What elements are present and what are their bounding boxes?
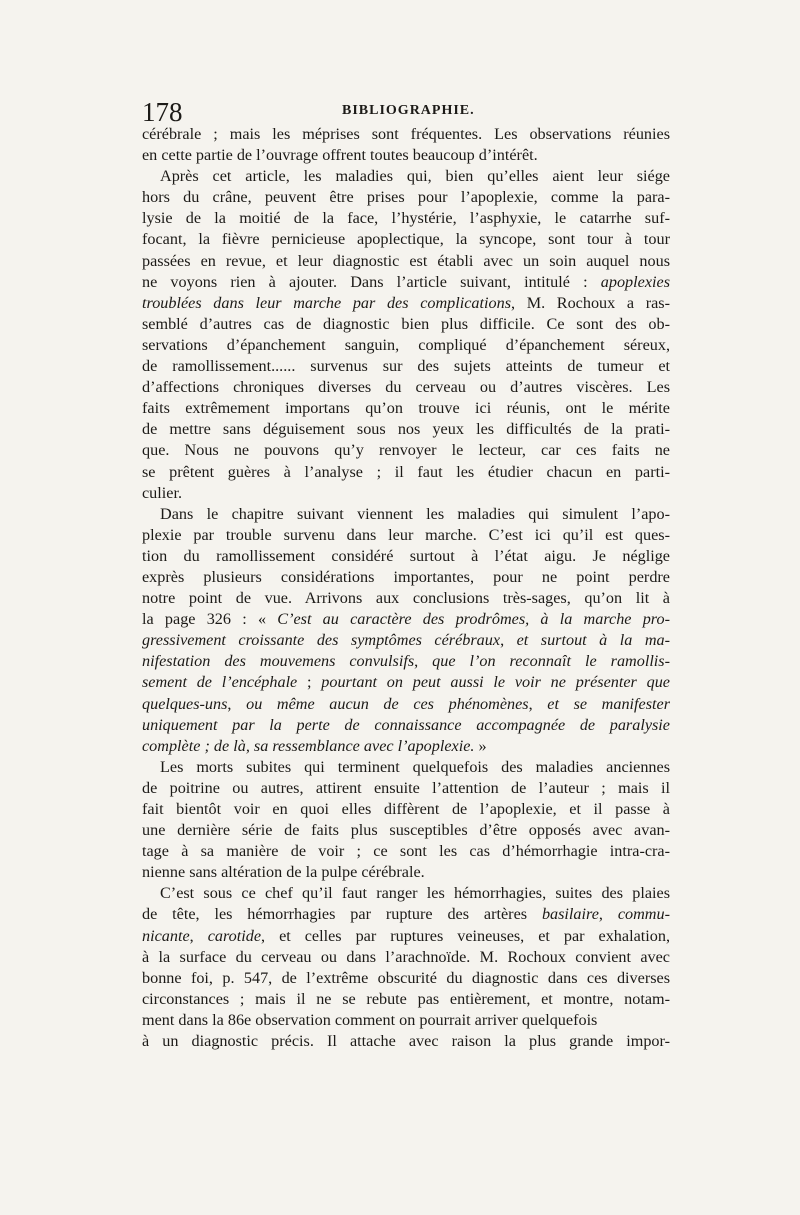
body-text bbox=[142, 124, 670, 1052]
text-run: Dans le chapitre suivant viennent les maladies qui simulent l’apo- bbox=[160, 504, 670, 523]
text-run: semblé d’autres cas de diagnostic bien plus difficile. Ce sont des ob- bbox=[142, 314, 670, 333]
page-header bbox=[142, 97, 672, 127]
text-run: une dernière série de faits plus susceptibles d’être opposés avec avan- bbox=[142, 821, 670, 840]
text-line bbox=[142, 736, 670, 757]
text-line bbox=[142, 314, 670, 335]
text-line bbox=[142, 208, 670, 229]
text-run: la page 326 : « bbox=[142, 610, 278, 629]
text-line bbox=[142, 335, 670, 356]
text-line bbox=[142, 1010, 670, 1031]
text-run: ne voyons rien à ajouter. Dans l’article suivant, intitulé : bbox=[142, 272, 601, 291]
text-line bbox=[142, 187, 670, 208]
text-line bbox=[142, 567, 670, 588]
text-line bbox=[142, 862, 670, 883]
text-line bbox=[142, 229, 670, 250]
text-run: tion du ramollissement considéré surtout à l’état aigu. Je néglige bbox=[142, 546, 670, 565]
text-run: , bbox=[598, 905, 618, 924]
text-run: à un diagnostic précis. Il attache avec raison la plus grande impor- bbox=[142, 1032, 670, 1051]
text-run: faits extrêmement importans qu’on trouve ici réunis, ont le mérite bbox=[142, 399, 670, 418]
text-line bbox=[142, 124, 670, 145]
text-line bbox=[142, 251, 670, 272]
text-run: fait bientôt voir en quoi elles diffèrent de l’apoplexie, et il passe à bbox=[142, 800, 670, 818]
text-line bbox=[142, 440, 670, 461]
text-run: de poitrine ou autres, attirent ensuite l’attention de l’auteur ; mais il bbox=[142, 778, 670, 797]
text-run: en cette partie de l’ouvrage offrent toutes beaucoup d’intérêt. bbox=[142, 146, 538, 165]
italic-text: et surtout à la ma- bbox=[516, 631, 670, 650]
text-run: , bbox=[189, 926, 208, 945]
text-run: Les morts subites qui terminent quelquefois des maladies anciennes bbox=[160, 757, 670, 776]
text-line bbox=[142, 293, 670, 314]
text-run: exprès plusieurs considérations importantes, pour ne point perdre bbox=[142, 567, 670, 586]
text-line bbox=[142, 483, 670, 504]
text-line bbox=[142, 145, 670, 166]
italic-text: nifestation des mouvemens convulsifs bbox=[142, 652, 415, 671]
text-run: cérébrale ; mais les méprises sont fréquentes. Les observations réunies bbox=[142, 125, 670, 143]
text-run: C’est sous ce chef qu’il faut ranger les hémorrhagies, suites des plaies bbox=[160, 884, 670, 903]
italic-text: basilaire bbox=[541, 905, 599, 924]
italic-text: gressivement croissante des symptômes cérébraux bbox=[142, 631, 501, 650]
italic-text: commu- bbox=[617, 905, 670, 924]
text-run: nienne sans altération de la pulpe cérébrale. bbox=[142, 863, 425, 882]
italic-text: complète ; de là, sa ressemblance avec l’apoplexie. bbox=[142, 736, 475, 755]
italic-text: nicante bbox=[142, 926, 190, 945]
italic-text: pourtant on peut aussi le voir ne présenter que bbox=[321, 673, 670, 692]
text-run: bonne foi, p. 547, de l’extrême obscurité du diagnostic dans ces diverses bbox=[142, 968, 670, 987]
text-run: que. Nous ne pouvons qu’y renvoyer le lecteur, car ces faits ne bbox=[142, 441, 670, 460]
text-line bbox=[142, 904, 670, 925]
text-line bbox=[142, 588, 670, 609]
text-line bbox=[142, 630, 670, 651]
text-run: culier. bbox=[142, 483, 183, 502]
text-line bbox=[142, 1031, 670, 1052]
text-line bbox=[142, 926, 670, 947]
italic-text: sement de l’encéphale bbox=[142, 673, 298, 692]
text-line bbox=[142, 883, 670, 904]
text-run: à la surface du cerveau ou dans l’arachnoïde. M. Rochoux convient avec bbox=[142, 947, 670, 966]
text-line bbox=[142, 462, 670, 483]
text-run: » bbox=[474, 736, 487, 755]
italic-text: C’est au caractère des prodrômes, à la marche pro- bbox=[277, 610, 670, 629]
text-run: de tête, les hémorrhagies par rupture des artères bbox=[142, 905, 542, 924]
italic-text: et se manifester bbox=[547, 694, 670, 713]
text-line bbox=[142, 272, 670, 293]
italic-text: que l’on reconnaît le ramollis- bbox=[432, 652, 670, 671]
text-run: , bbox=[500, 631, 517, 650]
text-line bbox=[142, 799, 670, 820]
text-line bbox=[142, 715, 670, 736]
text-line bbox=[142, 820, 670, 841]
italic-text: uniquement par la perte de connaissance accompagnée de paralysie bbox=[142, 715, 670, 734]
text-run: circonstances ; mais il ne se rebute pas entièrement, et montre, notam- bbox=[142, 989, 670, 1008]
italic-text: ou même aucun de ces phénomènes bbox=[246, 694, 529, 713]
text-line bbox=[142, 968, 670, 989]
text-run: d’affections chroniques diverses du cerveau ou d’autres viscères. Les bbox=[142, 378, 670, 397]
text-run: servations d’épanchement sanguin, compliqué d’épanchement séreux, bbox=[142, 335, 670, 354]
text-line bbox=[142, 525, 670, 546]
text-run: lysie de la moitié de la face, l’hystérie, l’asphyxie, le catarrhe suf- bbox=[142, 209, 670, 228]
text-line bbox=[142, 672, 670, 693]
page-number: 178 bbox=[142, 97, 183, 127]
text-run: ment dans la 86e observation comment on pourrait arriver quelquefois bbox=[142, 1010, 598, 1029]
text-line bbox=[142, 398, 670, 419]
italic-text: quelques-uns bbox=[142, 694, 228, 713]
text-line bbox=[142, 947, 670, 968]
text-line bbox=[142, 166, 670, 187]
text-run: , et celles par ruptures veineuses, et par exhalation, bbox=[261, 926, 670, 945]
italic-text: troublées dans leur marche par des complications bbox=[142, 293, 512, 312]
text-line bbox=[142, 651, 670, 672]
text-run: , bbox=[414, 652, 433, 671]
text-run: tage à sa manière de voir ; ce sont les cas d’hémorrhagie intra-cra- bbox=[142, 842, 670, 861]
text-line bbox=[142, 757, 670, 778]
text-line bbox=[142, 504, 670, 525]
text-run: hors du crâne, peuvent être prises pour l’apoplexie, comme la para- bbox=[142, 188, 670, 207]
text-run: se prêtent guères à l’analyse ; il faut les étudier chacun en parti- bbox=[142, 462, 670, 481]
text-line bbox=[142, 356, 670, 377]
text-run: focant, la fièvre pernicieuse apoplectique, la syncope, sont tour à tour bbox=[142, 230, 670, 249]
text-run: plexie par trouble survenu dans leur marche. C’est ici qu’il est ques- bbox=[142, 525, 670, 544]
text-line bbox=[142, 841, 670, 862]
text-run: , bbox=[227, 694, 247, 713]
text-line bbox=[142, 546, 670, 567]
text-line bbox=[142, 694, 670, 715]
text-run: de mettre sans déguisement sous nos yeux les difficultés de la prati- bbox=[142, 420, 670, 439]
text-run: Après cet article, les maladies qui, bien qu’elles aient leur siége bbox=[160, 167, 670, 186]
text-line bbox=[142, 778, 670, 799]
text-line bbox=[142, 377, 670, 398]
text-run: , bbox=[528, 694, 548, 713]
italic-text: carotide bbox=[207, 926, 262, 945]
text-run: ; bbox=[297, 673, 322, 692]
running-head: BIBLIOGRAPHIE. bbox=[342, 103, 475, 118]
text-run: passées en revue, et leur diagnostic est établi avec un soin auquel nous bbox=[142, 251, 670, 270]
text-run: de ramollissement...... survenus sur des sujets atteints de tumeur et bbox=[142, 357, 670, 376]
text-run: notre point de vue. Arrivons aux conclusions très-sages, qu’on lit à bbox=[142, 589, 670, 608]
italic-text: apoplexies bbox=[600, 272, 670, 291]
text-line bbox=[142, 989, 670, 1010]
text-line bbox=[142, 419, 670, 440]
text-run: , M. Rochoux a ras- bbox=[511, 293, 670, 312]
text-line bbox=[142, 609, 670, 630]
